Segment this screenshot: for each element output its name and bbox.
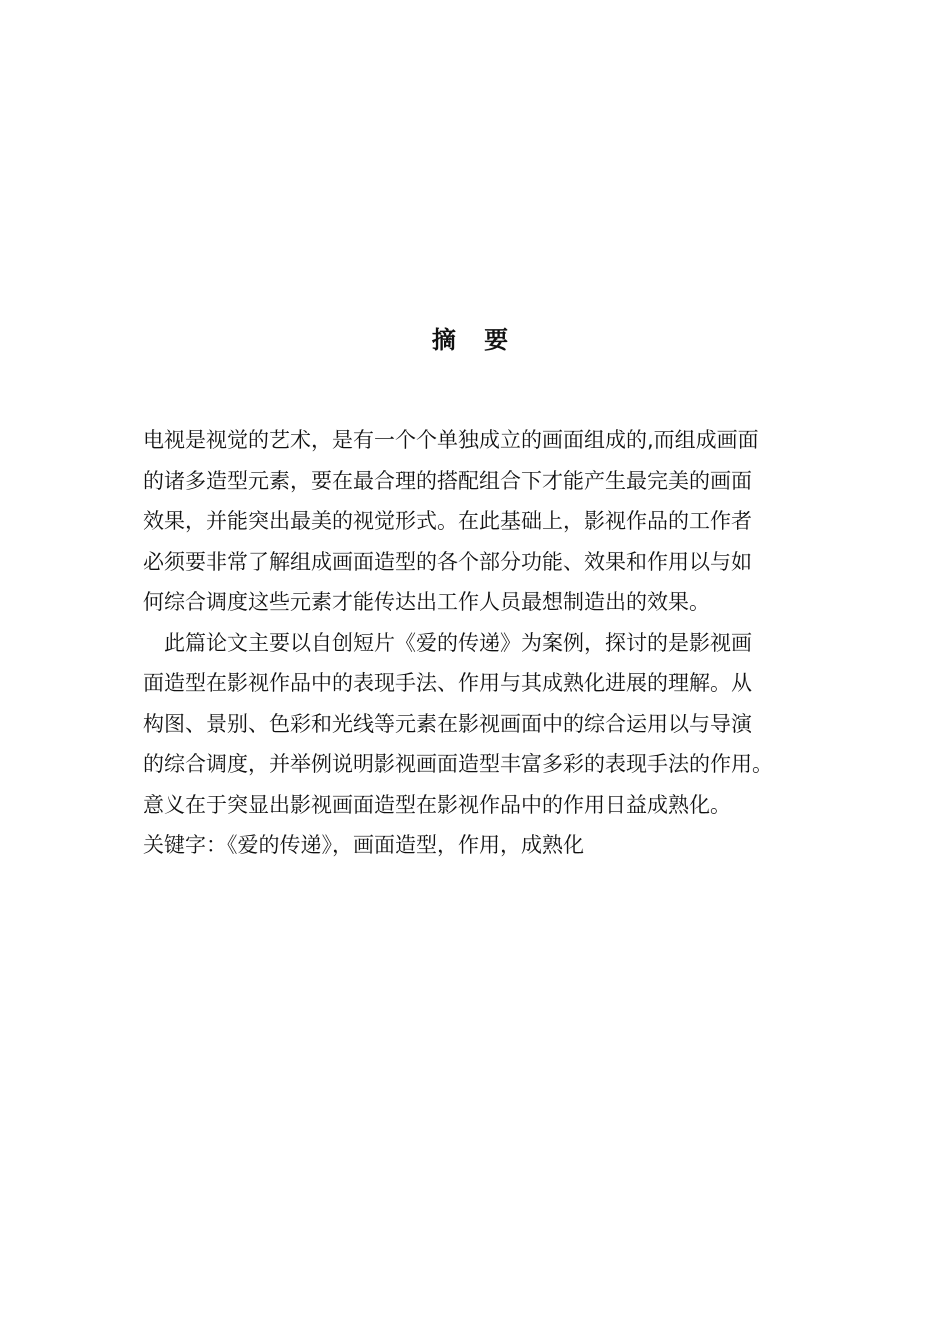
abstract-body [143, 420, 811, 866]
paragraph-2-line-5: 意义在于突显出影视画面造型在影视作品中的作用日益成熟化。 [143, 792, 731, 817]
paragraph-2-line-3: 构图、景别、色彩和光线等元素在影视画面中的综合运用以与导演 [143, 711, 752, 736]
paragraph-2-line-4: 的综合调度，并举例说明影视画面造型丰富多彩的表现手法的作用。 [143, 752, 773, 776]
keywords-line: 关键字：《爱的传递》，画面造型，作用，成熟化 [143, 833, 584, 857]
paragraph-2-line-1: 此篇论文主要以自创短片《爱的传递》为案例，探讨的是影视画 [164, 630, 752, 655]
paragraph-1-line-4: 必须要非常了解组成画面造型的各个部分功能、效果和作用以与如 [143, 549, 752, 574]
paragraph-1-line-2: 的诸多造型元素，要在最合理的搭配组合下才能产生最完美的画面 [143, 468, 752, 493]
abstract-title: 摘 要 [431, 326, 519, 354]
paragraph-1-line-1: 电视是视觉的艺术，是有一个个单独成立的画面组成的,而组成画面 [143, 428, 759, 452]
abstract-paragraph-1 [143, 420, 811, 623]
paragraph-1-line-5: 何综合调度这些元素才能传达出工作人员最想制造出的效果。 [143, 590, 710, 614]
abstract-paragraph-2 [143, 623, 811, 826]
paragraph-2-line-2: 面造型在影视作品中的表现手法、作用与其成熟化进展的理解。从 [143, 671, 752, 695]
paragraph-1-line-3: 效果，并能突出最美的视觉形式。在此基础上，影视作品的工作者 [143, 509, 752, 533]
